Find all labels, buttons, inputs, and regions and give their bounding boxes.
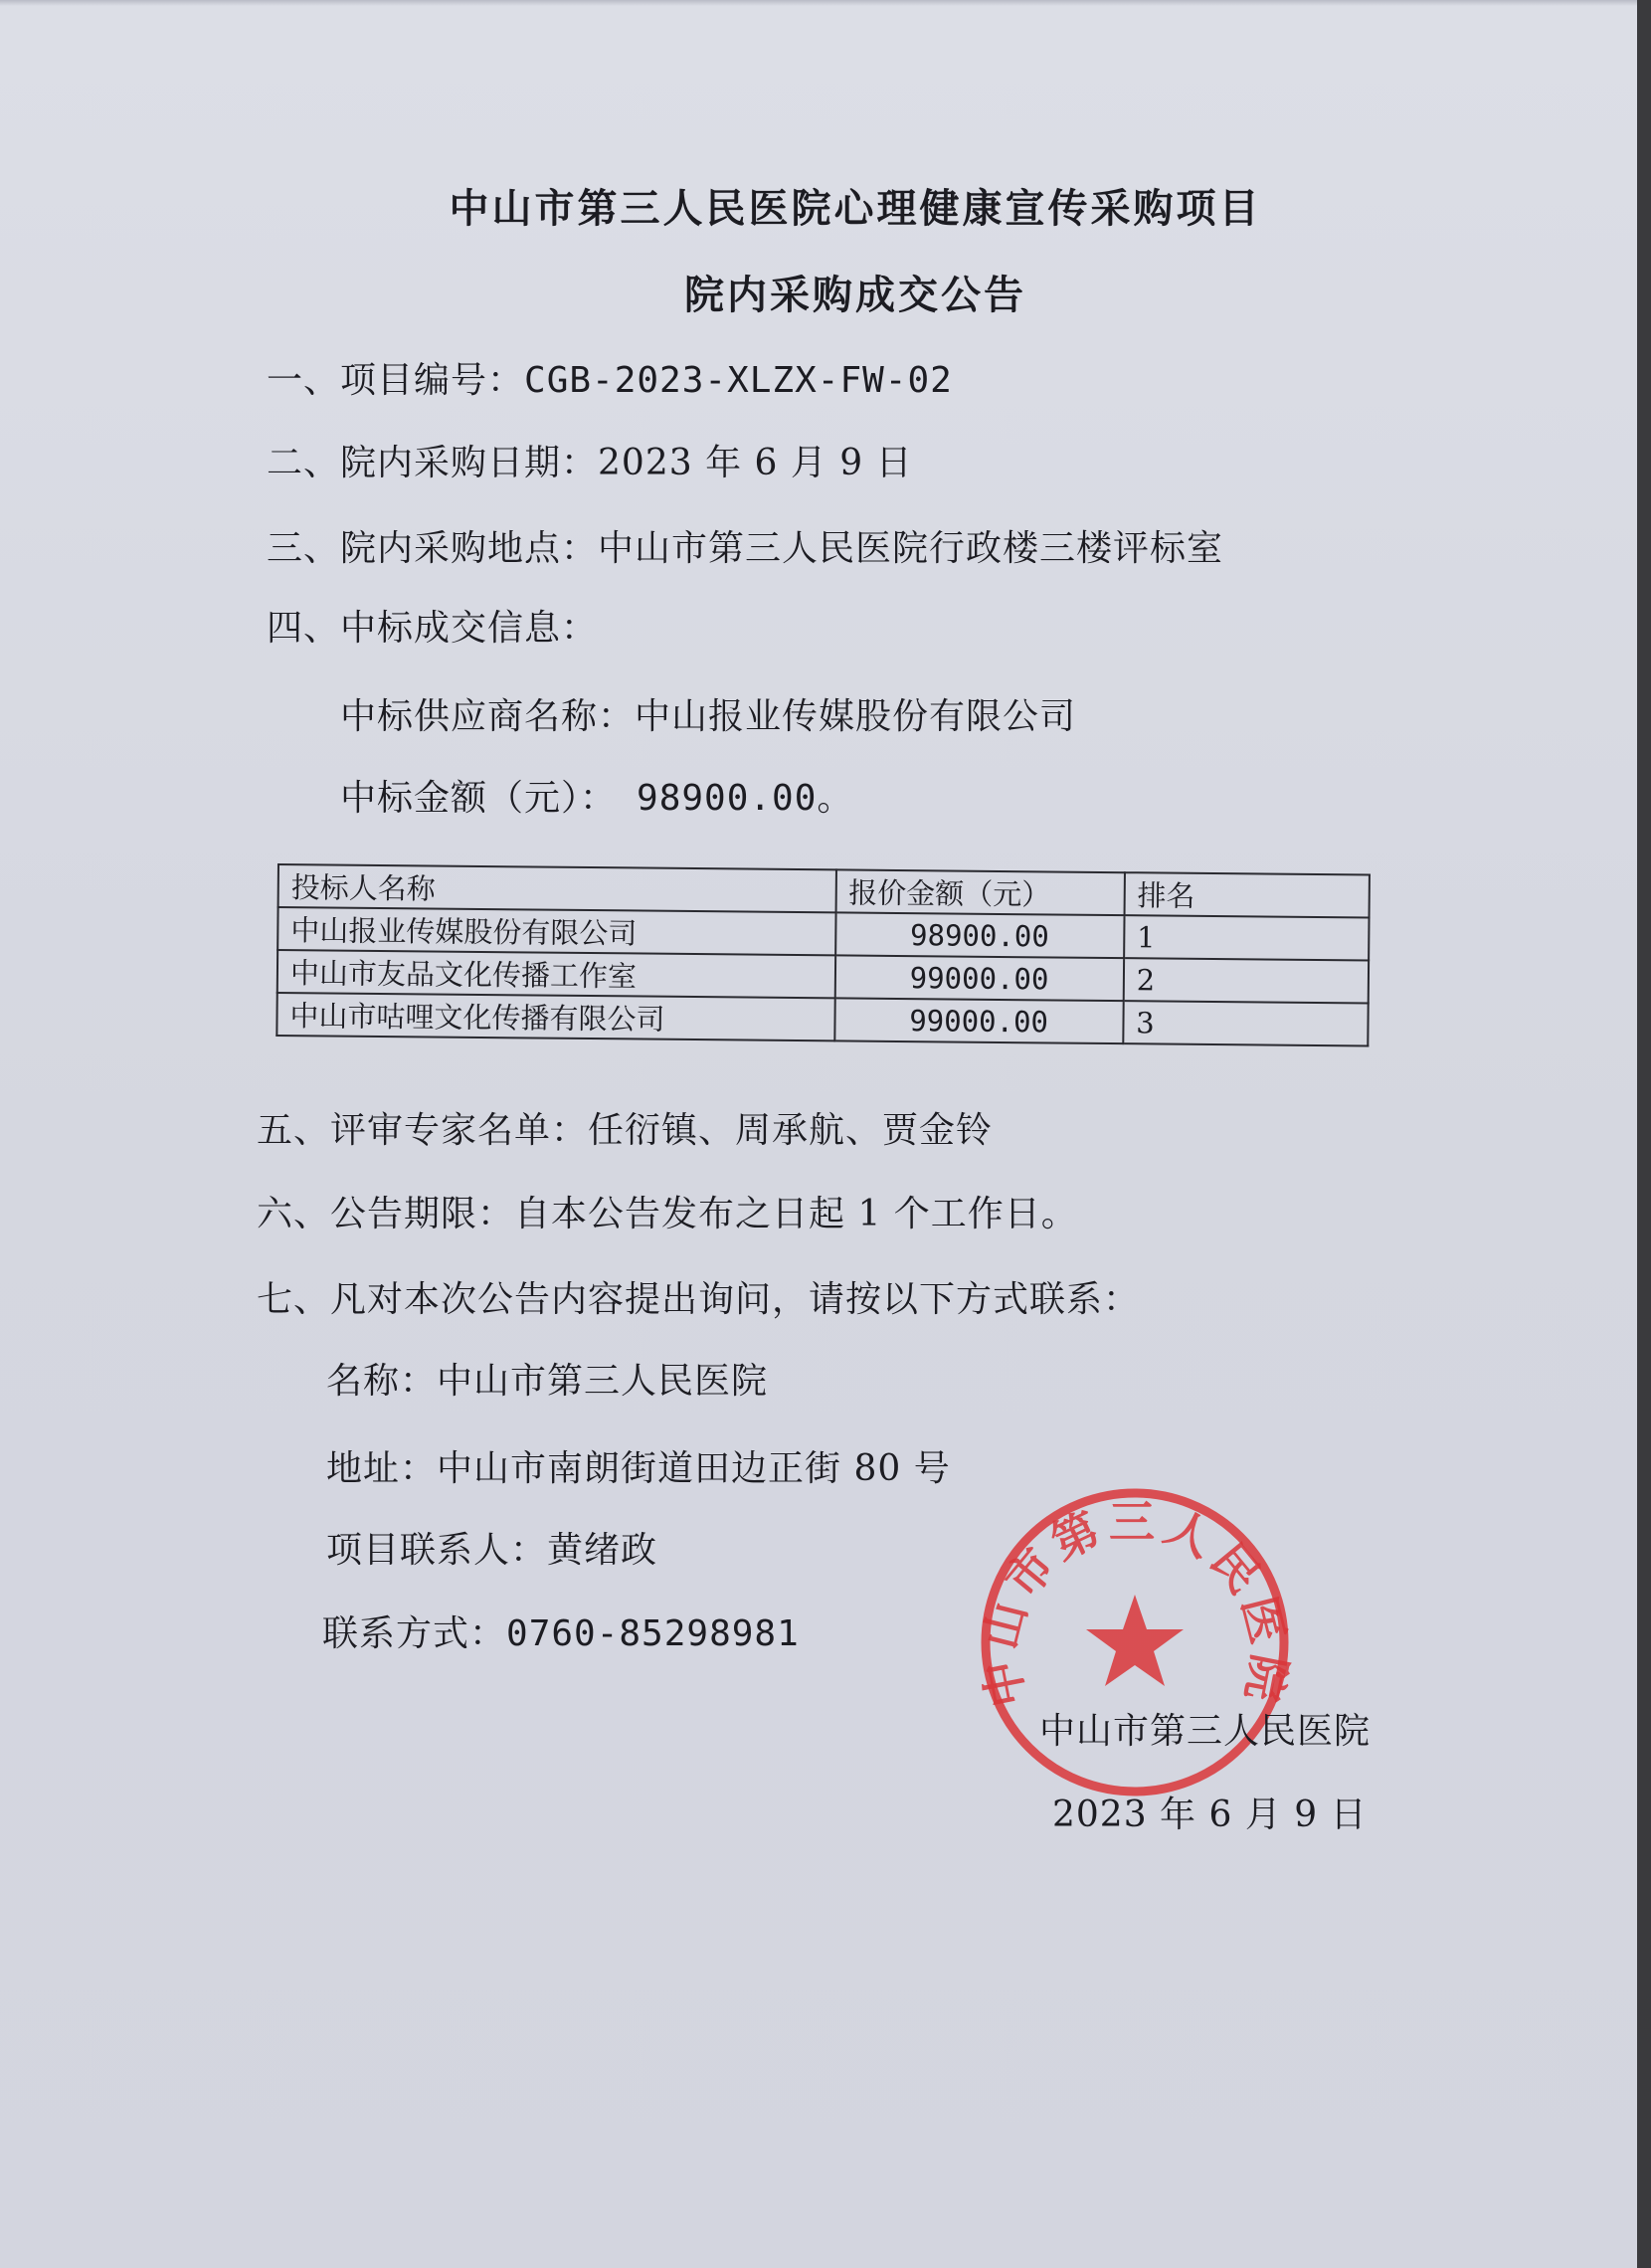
contact-name-label: 名称： [326,1361,438,1402]
signature-date: 2023 年 6 月 9 日 [1052,1795,1368,1835]
procurement-location-line [267,520,1223,571]
amount-value: 98900.00。 [637,778,854,819]
notice-period-value: 自本公告发布之日起 1 个工作日。 [514,1194,1078,1234]
experts-value: 任衍镇、周承航、贾金铃 [588,1110,994,1151]
contact-address-label: 地址： [326,1448,438,1489]
document-title: 中山市第三人民医院心理健康宣传采购项目 [449,185,1262,232]
header-amount: 报价金额（元） [835,869,1125,915]
bid-amount: 99000.00 [834,955,1124,1001]
amount-label: 中标金额（元）： [340,778,618,819]
procurement-date-line [267,435,913,485]
winner-label: 中标供应商名称： [340,696,636,737]
document-subtitle: 院内采购成交公告 [684,272,1026,318]
contact-phone-line [322,1606,800,1656]
bidder-name: 中山市友品文化传播工作室 [277,950,835,998]
procurement-date-label: 二、院内采购日期： [267,443,599,483]
project-number-label: 一、项目编号： [267,360,525,401]
winner-line [340,688,1076,739]
scan-edge [0,0,1637,6]
project-number-value: CGB-2023-XLZX-FW-02 [524,360,953,401]
contact-person-line [326,1522,657,1573]
experts-line [257,1102,993,1153]
bid-rank: 1 [1124,915,1370,960]
contact-address-line [326,1440,951,1491]
procurement-location-value: 中山市第三人民医院行政楼三楼评标室 [598,528,1224,569]
bid-rank: 2 [1123,958,1369,1003]
header-rank: 排名 [1124,872,1370,917]
contact-heading: 七、凡对本次公告内容提出询问，请按以下方式联系： [257,1279,1141,1320]
bid-rank: 3 [1123,1001,1369,1045]
bidder-name: 中山市咕哩文化传播有限公司 [276,993,834,1040]
header-bidder: 投标人名称 [278,864,836,912]
contact-person-value: 黄绪政 [547,1530,658,1571]
notice-period-label: 六、公告期限： [257,1194,515,1234]
contact-name-line [326,1353,768,1404]
seal-text-path: 中山市第三人民医院 [973,1495,1297,1712]
contact-name-value: 中山市第三人民医院 [437,1361,769,1402]
award-info-heading: 四、中标成交信息： [267,608,599,649]
bid-table [275,863,1371,1047]
winner-value: 中山报业传媒股份有限公司 [635,696,1077,737]
contact-address-value: 中山市南朗街道田边正街 80 号 [437,1448,951,1489]
procurement-date-value: 2023 年 6 月 9 日 [598,443,913,483]
bidder-name: 中山报业传媒股份有限公司 [277,907,835,955]
contact-person-label: 项目联系人： [326,1530,548,1571]
procurement-location-label: 三、院内采购地点： [267,528,599,569]
contact-phone-value: 0760-85298981 [506,1613,800,1654]
amount-line [340,770,853,821]
official-seal [973,1480,1297,1804]
experts-label: 五、评审专家名单： [257,1110,589,1151]
project-number-line [267,352,953,403]
bid-amount: 99000.00 [834,998,1124,1043]
bid-amount: 98900.00 [835,912,1125,958]
contact-phone-label: 联系方式： [322,1613,507,1654]
notice-period-line [257,1186,1078,1236]
table-row [276,993,1368,1046]
star-icon [1086,1595,1184,1686]
signature-organization: 中山市第三人民医院 [1039,1711,1372,1752]
